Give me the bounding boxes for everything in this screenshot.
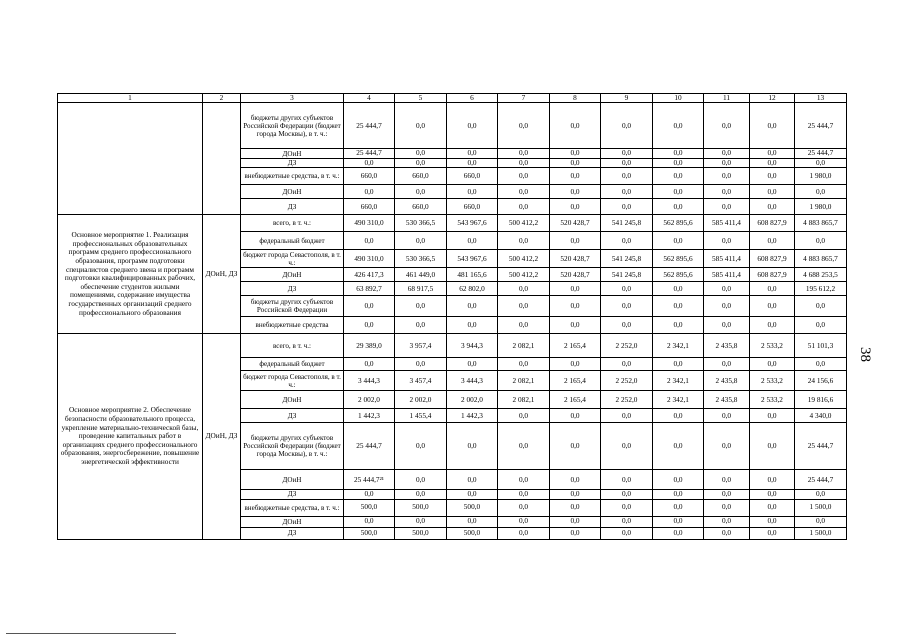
value-cell: 0,0	[653, 516, 704, 527]
value-cell: 0,0	[704, 358, 750, 371]
value-cell: 541 245,8	[601, 268, 653, 282]
header-cell: 6	[447, 94, 498, 103]
value-cell: 541 245,8	[601, 250, 653, 268]
value-cell: 0,0	[498, 282, 550, 296]
value-cell: 2 165,4	[550, 391, 601, 409]
total-cell: 0,0	[795, 358, 847, 371]
funding-source: бюджеты других субъектов Российской Федерации (бюджет города Москвы), в т. ч.:	[241, 423, 344, 470]
value-cell: 0,0	[601, 149, 653, 158]
value-cell: 68 917,5	[395, 282, 447, 296]
total-cell: 4 340,0	[795, 409, 847, 423]
value-cell: 461 449,0	[395, 268, 447, 282]
funding-source: бюджеты других субъектов Российской Федерации (бюджет города Москвы), в т. ч.:	[241, 103, 344, 149]
value-cell: 0,0	[344, 358, 395, 371]
value-cell: 0,0	[344, 490, 395, 499]
value-cell: 0,0	[395, 158, 447, 167]
value-cell: 0,0	[550, 527, 601, 539]
value-cell: 0,0	[550, 282, 601, 296]
funding-source: ДЗ	[241, 527, 344, 539]
funding-source: ДЗ	[241, 490, 344, 499]
value-cell: 0,0	[395, 149, 447, 158]
value-cell: 0,0	[750, 317, 795, 334]
value-cell: 0,0	[750, 516, 795, 527]
value-cell: 660,0	[447, 168, 498, 185]
value-cell: 0,0	[601, 499, 653, 516]
value-cell: 0,0	[750, 232, 795, 250]
value-cell: 0,0	[750, 423, 795, 470]
value-cell: 0,0	[750, 199, 795, 215]
value-cell: 0,0	[498, 296, 550, 317]
value-cell: 500,0	[344, 527, 395, 539]
total-cell: 0,0	[795, 317, 847, 334]
value-cell: 0,0	[498, 358, 550, 371]
value-cell: 0,0	[498, 499, 550, 516]
value-cell: 0,0	[601, 490, 653, 499]
funding-source: внебюджетные средства, в т. ч.:	[241, 499, 344, 516]
value-cell: 0,0	[498, 232, 550, 250]
value-cell: 0,0	[704, 317, 750, 334]
value-cell: 0,0	[447, 103, 498, 149]
total-cell: 25 444,7	[795, 103, 847, 149]
value-cell: 0,0	[498, 409, 550, 423]
value-cell: 0,0	[704, 490, 750, 499]
value-cell: 2 533,2	[750, 334, 795, 358]
value-cell: 541 245,8	[601, 215, 653, 232]
funding-source: бюджет города Севастополя, в т. ч.:	[241, 371, 344, 391]
value-cell: 500,0	[344, 499, 395, 516]
value-cell: 2 165,4	[550, 371, 601, 391]
value-cell: 0,0	[704, 527, 750, 539]
value-cell: 0,0	[344, 516, 395, 527]
value-cell: 0,0	[395, 103, 447, 149]
value-cell: 0,0	[498, 423, 550, 470]
value-cell: 0,0	[653, 103, 704, 149]
value-cell: 2 252,0	[601, 391, 653, 409]
value-cell: 0,0	[750, 527, 795, 539]
value-cell: 0,0	[601, 317, 653, 334]
value-cell: 3 944,3	[447, 334, 498, 358]
value-cell: 0,0	[653, 317, 704, 334]
value-cell: 562 895,6	[653, 250, 704, 268]
value-cell: 0,0	[653, 149, 704, 158]
value-cell: 585 411,4	[704, 250, 750, 268]
value-cell: 0,0	[550, 409, 601, 423]
value-cell: 0,0	[601, 103, 653, 149]
executor-cell: ДОиН, ДЗ	[203, 334, 241, 539]
value-cell: 2 002,0	[395, 391, 447, 409]
value-cell: 0,0	[395, 317, 447, 334]
total-cell: 4 883 865,7	[795, 215, 847, 232]
total-cell: 4 883 865,7	[795, 250, 847, 268]
funding-source: ДЗ	[241, 199, 344, 215]
value-cell: 0,0	[750, 149, 795, 158]
value-cell: 0,0	[653, 527, 704, 539]
value-cell: 0,0	[344, 158, 395, 167]
funding-source: ДОиН	[241, 268, 344, 282]
value-cell: 2 435,8	[704, 334, 750, 358]
value-cell: 0,0	[395, 232, 447, 250]
value-cell: 0,0	[704, 296, 750, 317]
value-cell: 0,0	[653, 168, 704, 185]
value-cell: 0,0	[550, 516, 601, 527]
value-cell: 0,0	[653, 423, 704, 470]
value-cell: 608 827,9	[750, 268, 795, 282]
value-cell: 3 457,4	[395, 371, 447, 391]
funding-source: ДЗ	[241, 282, 344, 296]
value-cell: 0,0	[498, 168, 550, 185]
value-cell: 2 252,0	[601, 371, 653, 391]
value-cell: 0,0	[601, 185, 653, 199]
value-cell: 0,0	[395, 490, 447, 499]
value-cell: 500,0	[447, 499, 498, 516]
value-cell: 0,0	[395, 358, 447, 371]
value-cell: 0,0	[653, 499, 704, 516]
value-cell: 0,0	[447, 158, 498, 167]
value-cell: 2 435,8	[704, 371, 750, 391]
value-cell: 0,0	[395, 470, 447, 490]
value-cell: 426 417,3	[344, 268, 395, 282]
value-cell: 25 444,7	[344, 423, 395, 470]
value-cell: 562 895,6	[653, 215, 704, 232]
header-cell: 5	[395, 94, 447, 103]
value-cell: 543 967,6	[447, 250, 498, 268]
value-cell: 3 444,3	[447, 371, 498, 391]
value-cell: 0,0	[653, 158, 704, 167]
value-cell: 0,0	[447, 296, 498, 317]
value-cell: 0,0	[704, 199, 750, 215]
table-row	[58, 334, 847, 358]
value-cell: 0,0	[550, 358, 601, 371]
value-cell: 0,0	[653, 282, 704, 296]
total-cell: 4 688 253,5	[795, 268, 847, 282]
total-cell: 1 980,0	[795, 168, 847, 185]
value-cell: 0,0	[750, 358, 795, 371]
funding-source: ДОиН	[241, 470, 344, 490]
value-cell: 0,0	[704, 232, 750, 250]
value-cell: 0,0	[344, 185, 395, 199]
funding-source: всего, в т. ч.:	[241, 215, 344, 232]
executor-cell	[203, 103, 241, 215]
value-cell: 2 002,0	[447, 391, 498, 409]
value-cell: 0,0	[653, 232, 704, 250]
page-number: 38	[857, 347, 873, 362]
value-cell: 0,0	[395, 296, 447, 317]
value-cell: 660,0	[395, 168, 447, 185]
value-cell: 0,0	[704, 409, 750, 423]
value-cell: 500 412,2	[498, 250, 550, 268]
value-cell: 660,0	[344, 199, 395, 215]
value-cell: 0,0	[704, 168, 750, 185]
value-cell: 520 428,7	[550, 268, 601, 282]
table-row	[58, 215, 847, 232]
value-cell: 0,0	[498, 527, 550, 539]
value-cell: 2 342,1	[653, 391, 704, 409]
header-cell: 7	[498, 94, 550, 103]
value-cell: 520 428,7	[550, 215, 601, 232]
value-cell: 660,0	[344, 168, 395, 185]
funding-source: федеральный бюджет	[241, 358, 344, 371]
total-cell: 1 980,0	[795, 199, 847, 215]
value-cell: 0,0	[653, 409, 704, 423]
value-cell: 0,0	[498, 158, 550, 167]
header-cell: 4	[344, 94, 395, 103]
value-cell: 608 827,9	[750, 250, 795, 268]
funding-source: ДЗ	[241, 158, 344, 167]
value-cell: 0,0	[447, 317, 498, 334]
value-cell: 0,0	[601, 516, 653, 527]
header-cell: 1	[58, 94, 203, 103]
value-cell: 0,0	[550, 185, 601, 199]
value-cell: 0,0	[704, 470, 750, 490]
value-cell: 0,0	[447, 232, 498, 250]
value-cell: 0,0	[344, 317, 395, 334]
value-cell: 0,0	[601, 168, 653, 185]
header-cell: 9	[601, 94, 653, 103]
value-cell: 0,0	[447, 358, 498, 371]
total-cell: 195 612,2	[795, 282, 847, 296]
value-cell: 0,0	[550, 149, 601, 158]
measure-description: Основное мероприятие 1. Реализация профессиональных образовательных программ среднего профессионального образования, программ подготовки специалистов среднего звена и программ подготовки квалифицированных рабочих, обеспечение студентов жилыми помещениями, содержание имущества государственных организаций среднего профессионального образования	[58, 215, 203, 334]
value-cell: 520 428,7	[550, 250, 601, 268]
value-cell: 3 957,4	[395, 334, 447, 358]
value-cell: 0,0	[447, 490, 498, 499]
value-cell: 0,0	[498, 199, 550, 215]
header-cell: 13	[795, 94, 847, 103]
value-cell: 3 444,3	[344, 371, 395, 391]
funding-source: бюджеты других субъектов Российской Федерации	[241, 296, 344, 317]
value-cell: 0,0	[498, 516, 550, 527]
total-cell: 1 500,0	[795, 527, 847, 539]
value-cell: 0,0	[750, 470, 795, 490]
value-cell: 0,0	[447, 423, 498, 470]
value-cell: 0,0	[750, 168, 795, 185]
value-cell: 0,0	[447, 185, 498, 199]
funding-source: ДОиН	[241, 516, 344, 527]
value-cell: 608 827,9	[750, 215, 795, 232]
value-cell: 530 366,5	[395, 250, 447, 268]
funding-source: внебюджетные средства, в т. ч.:	[241, 168, 344, 185]
value-cell: 0,0	[498, 185, 550, 199]
total-cell: 24 156,6	[795, 371, 847, 391]
value-cell: 490 310,0	[344, 215, 395, 232]
funding-source: ДОиН	[241, 185, 344, 199]
value-cell: 0,0	[344, 296, 395, 317]
value-cell: 0,0	[395, 516, 447, 527]
value-cell: 500,0	[395, 499, 447, 516]
header-cell: 12	[750, 94, 795, 103]
value-cell: 2 082,1	[498, 371, 550, 391]
value-cell: 490 310,0	[344, 250, 395, 268]
value-cell: 0,0	[550, 423, 601, 470]
value-cell: 0,0	[601, 282, 653, 296]
value-cell: 0,0	[601, 296, 653, 317]
funding-source: ДОиН	[241, 149, 344, 158]
value-cell: 500 412,2	[498, 268, 550, 282]
value-cell: 0,0	[550, 168, 601, 185]
value-cell: 543 967,6	[447, 215, 498, 232]
value-cell: 0,0	[498, 317, 550, 334]
funding-table	[57, 93, 847, 540]
value-cell: 481 165,6	[447, 268, 498, 282]
value-cell: 0,0	[750, 103, 795, 149]
value-cell: 62 802,0	[447, 282, 498, 296]
value-cell: 25 444,7²¹	[344, 470, 395, 490]
funding-source: ДОиН	[241, 391, 344, 409]
header-cell: 2	[203, 94, 241, 103]
value-cell: 0,0	[653, 470, 704, 490]
value-cell: 0,0	[601, 358, 653, 371]
value-cell: 0,0	[498, 470, 550, 490]
value-cell: 0,0	[395, 185, 447, 199]
value-cell: 0,0	[750, 282, 795, 296]
value-cell: 585 411,4	[704, 268, 750, 282]
value-cell: 2 435,8	[704, 391, 750, 409]
value-cell: 0,0	[704, 185, 750, 199]
value-cell: 0,0	[704, 149, 750, 158]
table-row	[58, 103, 847, 149]
value-cell: 0,0	[653, 358, 704, 371]
value-cell: 0,0	[550, 317, 601, 334]
value-cell: 0,0	[704, 158, 750, 167]
value-cell: 2 342,1	[653, 371, 704, 391]
total-cell: 25 444,7	[795, 423, 847, 470]
value-cell: 0,0	[601, 423, 653, 470]
value-cell: 0,0	[653, 490, 704, 499]
value-cell: 0,0	[750, 158, 795, 167]
value-cell: 500,0	[395, 527, 447, 539]
header-row	[58, 94, 847, 103]
value-cell: 0,0	[601, 409, 653, 423]
value-cell: 63 892,7	[344, 282, 395, 296]
total-cell: 0,0	[795, 516, 847, 527]
measure-description: Основное мероприятие 2. Обеспечение безопасности образовательного процесса, укрепление материально-технической базы, проведение капитальных работ в организациях среднего профессионального образования, энергосбережение, повышение энергетической эффективности	[58, 334, 203, 539]
value-cell: 0,0	[447, 470, 498, 490]
value-cell: 0,0	[653, 296, 704, 317]
value-cell: 2 082,1	[498, 391, 550, 409]
value-cell: 2 252,0	[601, 334, 653, 358]
value-cell: 562 895,6	[653, 268, 704, 282]
total-cell: 1 500,0	[795, 499, 847, 516]
value-cell: 0,0	[550, 296, 601, 317]
executor-cell: ДОиН, ДЗ	[203, 215, 241, 334]
value-cell: 0,0	[750, 296, 795, 317]
value-cell: 0,0	[550, 232, 601, 250]
value-cell: 2 533,2	[750, 391, 795, 409]
value-cell: 660,0	[447, 199, 498, 215]
value-cell: 2 082,1	[498, 334, 550, 358]
value-cell: 0,0	[704, 499, 750, 516]
value-cell: 0,0	[601, 232, 653, 250]
value-cell: 0,0	[447, 516, 498, 527]
value-cell: 1 442,3	[344, 409, 395, 423]
value-cell: 0,0	[601, 527, 653, 539]
value-cell: 0,0	[550, 490, 601, 499]
total-cell: 0,0	[795, 296, 847, 317]
total-cell: 0,0	[795, 185, 847, 199]
header-cell: 3	[241, 94, 344, 103]
total-cell: 0,0	[795, 158, 847, 167]
value-cell: 1 455,4	[395, 409, 447, 423]
value-cell: 0,0	[344, 232, 395, 250]
funding-source: федеральный бюджет	[241, 232, 344, 250]
total-cell: 25 444,7	[795, 149, 847, 158]
value-cell: 0,0	[653, 199, 704, 215]
value-cell: 660,0	[395, 199, 447, 215]
measure-description	[58, 103, 203, 215]
value-cell: 0,0	[498, 490, 550, 499]
funding-source: ДЗ	[241, 409, 344, 423]
value-cell: 0,0	[704, 423, 750, 470]
value-cell: 0,0	[704, 103, 750, 149]
total-cell: 0,0	[795, 490, 847, 499]
total-cell: 19 816,6	[795, 391, 847, 409]
header-cell: 8	[550, 94, 601, 103]
value-cell: 0,0	[750, 490, 795, 499]
value-cell: 500,0	[447, 527, 498, 539]
value-cell: 0,0	[498, 149, 550, 158]
funding-source: всего, в т. ч.:	[241, 334, 344, 358]
total-cell: 25 444,7	[795, 470, 847, 490]
value-cell: 0,0	[550, 103, 601, 149]
total-cell: 0,0	[795, 232, 847, 250]
value-cell: 2 165,4	[550, 334, 601, 358]
value-cell: 0,0	[447, 149, 498, 158]
value-cell: 0,0	[653, 185, 704, 199]
value-cell: 0,0	[750, 499, 795, 516]
value-cell: 0,0	[601, 158, 653, 167]
value-cell: 0,0	[550, 499, 601, 516]
value-cell: 25 444,7	[344, 149, 395, 158]
value-cell: 25 444,7	[344, 103, 395, 149]
value-cell: 1 442,3	[447, 409, 498, 423]
value-cell: 0,0	[498, 103, 550, 149]
value-cell: 0,0	[601, 199, 653, 215]
value-cell: 585 411,4	[704, 215, 750, 232]
value-cell: 0,0	[704, 516, 750, 527]
value-cell: 2 533,2	[750, 371, 795, 391]
value-cell: 500 412,2	[498, 215, 550, 232]
footer-divider	[6, 633, 176, 634]
value-cell: 0,0	[750, 409, 795, 423]
value-cell: 2 002,0	[344, 391, 395, 409]
funding-source: внебюджетные средства	[241, 317, 344, 334]
funding-source: бюджет города Севастополя, в т. ч.:	[241, 250, 344, 268]
value-cell: 0,0	[601, 470, 653, 490]
value-cell: 0,0	[750, 185, 795, 199]
value-cell: 29 389,0	[344, 334, 395, 358]
value-cell: 0,0	[550, 158, 601, 167]
header-cell: 11	[704, 94, 750, 103]
value-cell: 0,0	[395, 423, 447, 470]
value-cell: 2 342,1	[653, 334, 704, 358]
header-cell: 10	[653, 94, 704, 103]
value-cell: 530 366,5	[395, 215, 447, 232]
value-cell: 0,0	[704, 282, 750, 296]
value-cell: 0,0	[550, 199, 601, 215]
value-cell: 0,0	[550, 470, 601, 490]
total-cell: 51 101,3	[795, 334, 847, 358]
